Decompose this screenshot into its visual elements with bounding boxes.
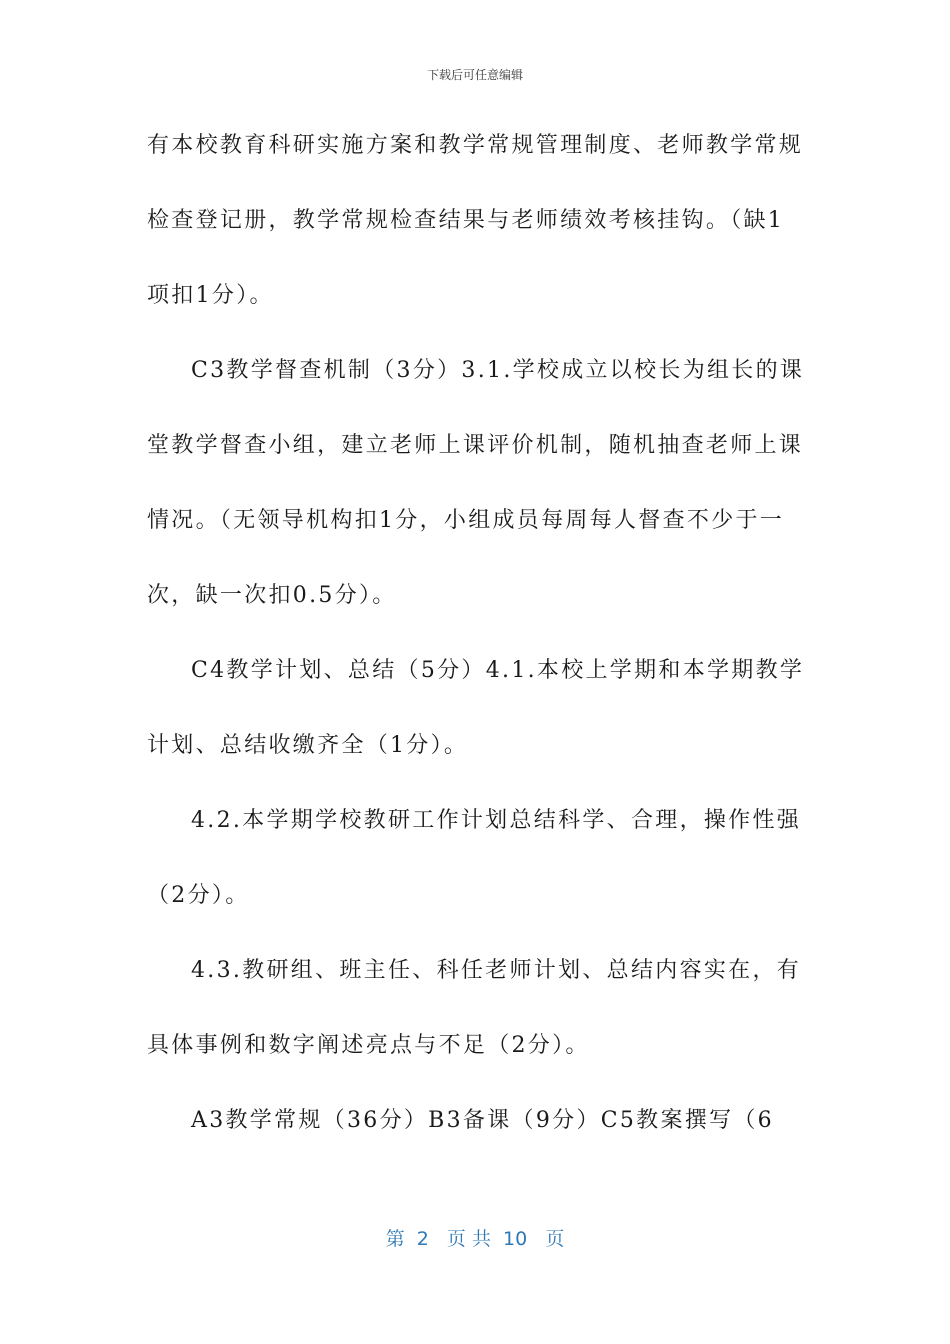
document-body	[147, 121, 805, 1171]
body-line: 4.3.教研组、班主任、科任老师计划、总结内容实在，有	[191, 958, 802, 983]
body-line: 堂教学督查小组，建立老师上课评价机制，随机抽查老师上课	[147, 433, 804, 458]
body-line: 计划、总结收缴齐全（1分）。	[147, 733, 469, 758]
page-header-note: 下载后可任意编辑	[426, 68, 523, 82]
body-line: （2分）。	[147, 883, 250, 908]
page-number-footer: 第 2 页 共 10 页	[385, 1228, 565, 1250]
body-line: 检查登记册，教学常规检查结果与老师绩效考核挂钩。（缺1	[147, 208, 785, 233]
body-line: A3教学常规（36分）B3备课（9分）C5教案撰写（6	[191, 1108, 774, 1133]
body-line: 次，缺一次扣0.5分）。	[147, 583, 397, 608]
body-line: 项扣1分）。	[147, 283, 274, 308]
body-line: 4.2.本学期学校教研工作计划总结科学、合理，操作性强	[191, 808, 802, 833]
body-line: 有本校教育科研实施方案和教学常规管理制度、老师教学常规	[147, 133, 804, 158]
body-line: C4教学计划、总结（5分）4.1.本校上学期和本学期教学	[191, 658, 805, 683]
body-line: C3教学督查机制（3分）3.1.学校成立以校长为组长的课	[191, 358, 805, 383]
body-line: 情况。（无领导机构扣1分，小组成员每周每人督查不少于一	[147, 508, 785, 533]
body-line: 具体事例和数字阐述亮点与不足（2分）。	[147, 1033, 590, 1058]
